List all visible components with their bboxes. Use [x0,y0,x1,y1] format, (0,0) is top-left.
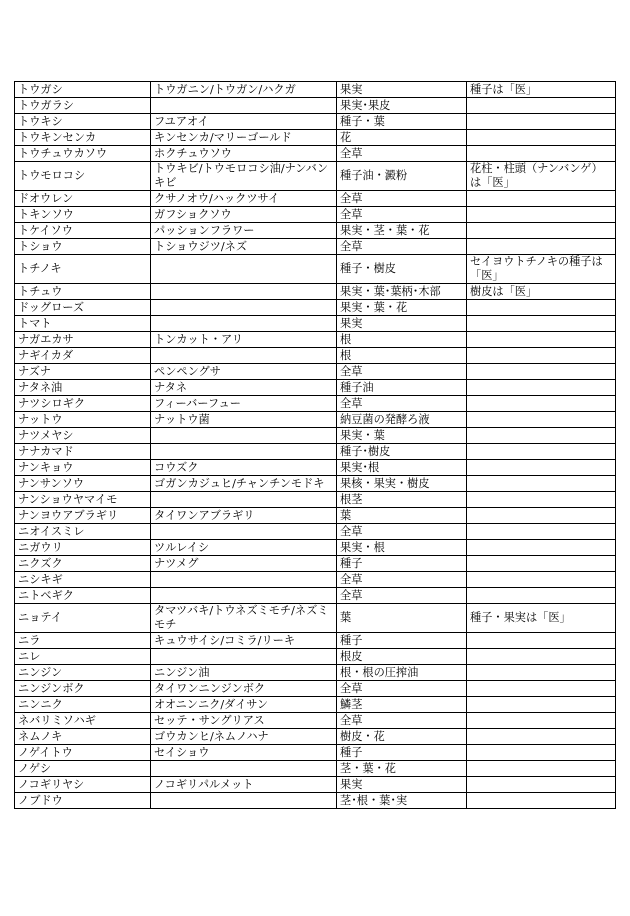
note-cell [467,665,616,681]
plant-name-cell: ナツシロギク [15,396,151,412]
part-cell: 種子油・澱粉 [337,162,467,191]
alias-cell: フユアオイ [151,114,337,130]
plant-name-cell: ニョテイ [15,604,151,633]
part-cell: 種子・葉 [337,114,467,130]
table-row [15,633,616,649]
note-cell [467,316,616,332]
alias-cell: ゴガンカジュヒ/チャンチンモドキ [151,476,337,492]
alias-cell [151,492,337,508]
plant-name-cell: ニラ [15,633,151,649]
plant-name-cell: ニクズク [15,556,151,572]
alias-cell: コウズク [151,460,337,476]
note-cell [467,540,616,556]
part-cell: 全草 [337,396,467,412]
note-cell [467,460,616,476]
part-cell: 種子 [337,633,467,649]
table-row [15,396,616,412]
plant-name-cell: トウガラシ [15,98,151,114]
note-cell: 種子は「医」 [467,82,616,98]
plant-name-cell: ナンヨウアブラギリ [15,508,151,524]
alias-cell [151,316,337,332]
plant-name-cell: ニンジンボク [15,681,151,697]
alias-cell: トウキビ/トウモロコシ油/ナンバンキビ [151,162,337,191]
herb-table-body [15,82,616,809]
part-cell: 果実・葉 [337,428,467,444]
alias-cell: クサノオウ/ハックツサイ [151,191,337,207]
note-cell [467,207,616,223]
part-cell: 鱗茎 [337,697,467,713]
table-row [15,508,616,524]
table-row [15,364,616,380]
part-cell: 種子 [337,745,467,761]
part-cell: 全草 [337,207,467,223]
plant-name-cell: ナンキョウ [15,460,151,476]
plant-name-cell: ナットウ [15,412,151,428]
part-cell: 葉 [337,604,467,633]
note-cell [467,777,616,793]
alias-cell [151,572,337,588]
table-row [15,729,616,745]
alias-cell: ゴウカンヒ/ネムノハナ [151,729,337,745]
plant-name-cell: ナナカマド [15,444,151,460]
plant-name-cell: ノゲイトウ [15,745,151,761]
table-row [15,572,616,588]
note-cell [467,633,616,649]
note-cell [467,649,616,665]
table-row [15,476,616,492]
table-row [15,380,616,396]
alias-cell: ナットウ菌 [151,412,337,428]
note-cell [467,380,616,396]
alias-cell [151,348,337,364]
note-cell [467,364,616,380]
alias-cell [151,428,337,444]
note-cell: セイヨウトチノキの種子は「医」 [467,255,616,284]
plant-name-cell: ナズナ [15,364,151,380]
alias-cell [151,761,337,777]
note-cell [467,146,616,162]
alias-cell: ガフショクソウ [151,207,337,223]
plant-name-cell: トケイソウ [15,223,151,239]
plant-name-cell: ナンサンソウ [15,476,151,492]
alias-cell: トウガニン/トウガン/ハクガ [151,82,337,98]
note-cell [467,130,616,146]
alias-cell: パッションフラワー [151,223,337,239]
table-row [15,428,616,444]
table-row [15,82,616,98]
note-cell [467,98,616,114]
note-cell [467,793,616,809]
part-cell: 果実・茎・葉・花 [337,223,467,239]
plant-name-cell: ナガエカサ [15,332,151,348]
plant-name-cell: トマト [15,316,151,332]
note-cell [467,348,616,364]
part-cell: 全草 [337,524,467,540]
part-cell: 果実 [337,777,467,793]
part-cell: 果実 [337,82,467,98]
note-cell [467,223,616,239]
alias-cell [151,444,337,460]
part-cell: 全草 [337,239,467,255]
alias-cell [151,98,337,114]
plant-name-cell: トショウ [15,239,151,255]
part-cell: 茎・葉・花 [337,761,467,777]
alias-cell: セイショウ [151,745,337,761]
note-cell [467,745,616,761]
alias-cell: フィーバーフュー [151,396,337,412]
plant-name-cell: ネバリミソハギ [15,713,151,729]
table-row [15,761,616,777]
alias-cell: ニンジン油 [151,665,337,681]
alias-cell: キンセンカ/マリーゴールド [151,130,337,146]
alias-cell: タマツバキ/トウネズミモチ/ネズミモチ [151,604,337,633]
note-cell [467,191,616,207]
note-cell [467,572,616,588]
plant-name-cell: ドオウレン [15,191,151,207]
part-cell: 種子油 [337,380,467,396]
alias-cell: キュウサイシ/コミラ/リーキ [151,633,337,649]
plant-name-cell: ニンジン [15,665,151,681]
plant-name-cell: ニシキギ [15,572,151,588]
plant-name-cell: ニンニク [15,697,151,713]
note-cell [467,524,616,540]
table-row [15,239,616,255]
table-row [15,681,616,697]
part-cell: 全草 [337,572,467,588]
table-row [15,649,616,665]
part-cell: 全草 [337,588,467,604]
table-row [15,332,616,348]
plant-name-cell: トウガシ [15,82,151,98]
note-cell: 種子・果実は「医」 [467,604,616,633]
table-row [15,300,616,316]
plant-name-cell: ナタネ油 [15,380,151,396]
part-cell: 全草 [337,191,467,207]
plant-name-cell: トウキシ [15,114,151,130]
plant-name-cell: ニオイスミレ [15,524,151,540]
alias-cell [151,524,337,540]
alias-cell [151,300,337,316]
plant-name-cell: ネムノキ [15,729,151,745]
plant-name-cell: トチュウ [15,284,151,300]
part-cell: 果実･果皮 [337,98,467,114]
table-row [15,697,616,713]
part-cell: 葉 [337,508,467,524]
table-row [15,130,616,146]
table-row [15,162,616,191]
table-row [15,665,616,681]
part-cell: 全草 [337,364,467,380]
table-row [15,540,616,556]
alias-cell [151,284,337,300]
part-cell: 根皮 [337,649,467,665]
note-cell [467,444,616,460]
plant-name-cell: ニレ [15,649,151,665]
part-cell: 果実・葉･葉柄･木部 [337,284,467,300]
note-cell [467,588,616,604]
plant-name-cell: ノゲシ [15,761,151,777]
alias-cell: ナツメグ [151,556,337,572]
plant-name-cell: トウチュウカソウ [15,146,151,162]
plant-name-cell: ノコギリヤシ [15,777,151,793]
table-row [15,588,616,604]
table-row [15,444,616,460]
table-row [15,492,616,508]
part-cell: 果実・葉・花 [337,300,467,316]
plant-name-cell: ナギイカダ [15,348,151,364]
alias-cell [151,588,337,604]
note-cell [467,713,616,729]
note-cell [467,729,616,745]
note-cell [467,492,616,508]
table-row [15,98,616,114]
part-cell: 納豆菌の発酵ろ液 [337,412,467,428]
alias-cell: ペンペングサ [151,364,337,380]
table-row [15,412,616,428]
table-row [15,524,616,540]
note-cell [467,239,616,255]
herb-table [14,81,616,809]
alias-cell: ナタネ [151,380,337,396]
part-cell: 根茎 [337,492,467,508]
table-row [15,713,616,729]
table-row [15,284,616,300]
alias-cell: タイワンアブラギリ [151,508,337,524]
note-cell [467,476,616,492]
note-cell [467,396,616,412]
alias-cell: タイワンニンジンボク [151,681,337,697]
plant-name-cell: トウモロコシ [15,162,151,191]
table-row [15,556,616,572]
table-row [15,191,616,207]
alias-cell: ツルレイシ [151,540,337,556]
table-row [15,207,616,223]
note-cell: 樹皮は「医」 [467,284,616,300]
table-row [15,316,616,332]
note-cell [467,428,616,444]
part-cell: 花 [337,130,467,146]
part-cell: 全草 [337,146,467,162]
plant-name-cell: トキンソウ [15,207,151,223]
plant-name-cell: トウキンセンカ [15,130,151,146]
note-cell [467,697,616,713]
plant-name-cell: ナンショウヤマイモ [15,492,151,508]
alias-cell [151,649,337,665]
table-row [15,348,616,364]
plant-name-cell: ノブドウ [15,793,151,809]
plant-name-cell: ニトベギク [15,588,151,604]
part-cell: 果核・果実・樹皮 [337,476,467,492]
part-cell: 全草 [337,681,467,697]
part-cell: 種子・樹皮 [337,255,467,284]
part-cell: 根 [337,332,467,348]
alias-cell: ホクチュウソウ [151,146,337,162]
table-row [15,146,616,162]
alias-cell: ノコギリパルメット [151,777,337,793]
note-cell [467,114,616,130]
table-row [15,223,616,239]
alias-cell: トンカット・アリ [151,332,337,348]
table-row [15,460,616,476]
alias-cell [151,255,337,284]
part-cell: 根 [337,348,467,364]
alias-cell: セッテ・サングリアス [151,713,337,729]
part-cell: 樹皮・花 [337,729,467,745]
part-cell: 種子･樹皮 [337,444,467,460]
plant-name-cell: ニガウリ [15,540,151,556]
alias-cell: オオニンニク/ダイサン [151,697,337,713]
alias-cell: トショウジツ/ネズ [151,239,337,255]
part-cell: 根・根の圧搾油 [337,665,467,681]
table-row [15,604,616,633]
note-cell [467,412,616,428]
note-cell [467,300,616,316]
plant-name-cell: ドッグローズ [15,300,151,316]
note-cell: 花柱・柱頭（ナンバンゲ）は「医」 [467,162,616,191]
part-cell: 茎･根・葉･実 [337,793,467,809]
note-cell [467,508,616,524]
table-row [15,777,616,793]
table-row [15,255,616,284]
note-cell [467,332,616,348]
note-cell [467,556,616,572]
table-row [15,793,616,809]
note-cell [467,761,616,777]
part-cell: 種子 [337,556,467,572]
note-cell [467,681,616,697]
plant-name-cell: ナツメヤシ [15,428,151,444]
part-cell: 果実 [337,316,467,332]
table-row [15,114,616,130]
part-cell: 果実･根 [337,460,467,476]
table-row [15,745,616,761]
part-cell: 全草 [337,713,467,729]
plant-name-cell: トチノキ [15,255,151,284]
alias-cell [151,793,337,809]
part-cell: 果実・根 [337,540,467,556]
